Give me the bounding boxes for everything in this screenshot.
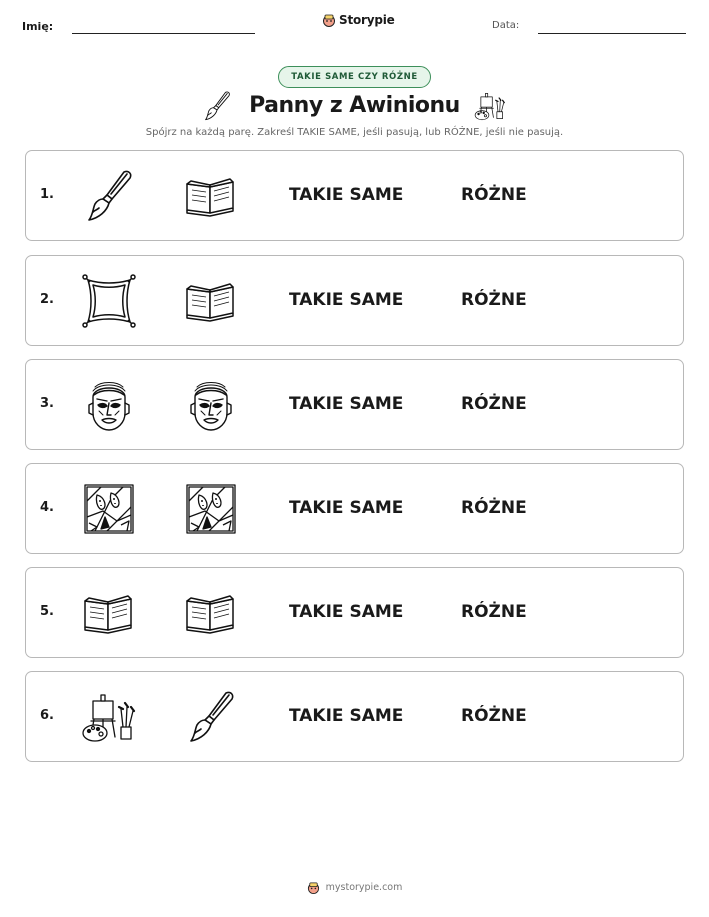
cubist-faces-icon — [183, 481, 239, 537]
option-different[interactable]: RÓŻNE — [461, 290, 527, 310]
row-number: 4. — [40, 500, 54, 515]
row-number: 3. — [40, 396, 54, 411]
option-different[interactable]: RÓŻNE — [461, 185, 527, 205]
option-different[interactable]: RÓŻNE — [461, 706, 527, 726]
question-row — [25, 359, 684, 450]
footer-mascot-icon — [307, 881, 320, 894]
tribal-mask-icon — [81, 377, 137, 433]
footer — [0, 881, 709, 894]
footer-url[interactable]: mystorypie.com — [325, 882, 403, 893]
question-row — [25, 567, 684, 658]
tribal-mask-icon — [183, 377, 239, 433]
canvas-frame-icon — [81, 273, 137, 329]
cubist-faces-icon — [81, 481, 137, 537]
row-number: 1. — [40, 187, 54, 202]
question-row — [25, 671, 684, 762]
worksheet-type-badge: TAKIE SAME CZY RÓŻNE — [278, 66, 431, 88]
open-book-icon — [183, 168, 239, 224]
row-number: 6. — [40, 708, 54, 723]
date-field-line[interactable] — [538, 33, 686, 34]
easel-palette-icon — [81, 689, 137, 745]
question-row — [25, 255, 684, 346]
name-label: Imię: — [22, 20, 54, 33]
paintbrush-icon — [81, 168, 137, 224]
option-different[interactable]: RÓŻNE — [461, 602, 527, 622]
name-field-line[interactable] — [72, 33, 255, 34]
option-different[interactable]: RÓŻNE — [461, 394, 527, 414]
option-same[interactable]: TAKIE SAME — [289, 290, 404, 310]
question-row — [25, 463, 684, 554]
option-same[interactable]: TAKIE SAME — [289, 602, 404, 622]
open-book-icon — [81, 585, 137, 641]
storypie-mascot-icon — [322, 13, 336, 27]
option-same[interactable]: TAKIE SAME — [289, 498, 404, 518]
option-same[interactable]: TAKIE SAME — [289, 185, 404, 205]
instructions: Spójrz na każdą parę. Zakreśl TAKIE SAME, jeśli pasują, lub RÓŻNE, jeśli nie pasują. — [145, 127, 564, 138]
option-different[interactable]: RÓŻNE — [461, 498, 527, 518]
title-easel-icon — [474, 90, 506, 122]
paintbrush-icon — [183, 689, 239, 745]
row-number: 5. — [40, 604, 54, 619]
logo-text: Storypie — [339, 13, 395, 27]
option-same[interactable]: TAKIE SAME — [289, 394, 404, 414]
row-number: 2. — [40, 292, 54, 307]
date-label: Data: — [492, 20, 520, 31]
open-book-icon — [183, 585, 239, 641]
option-same[interactable]: TAKIE SAME — [289, 706, 404, 726]
storypie-logo — [322, 13, 395, 27]
open-book-icon — [183, 273, 239, 329]
page-title: Panny z Awinionu — [249, 93, 460, 118]
question-row — [25, 150, 684, 241]
